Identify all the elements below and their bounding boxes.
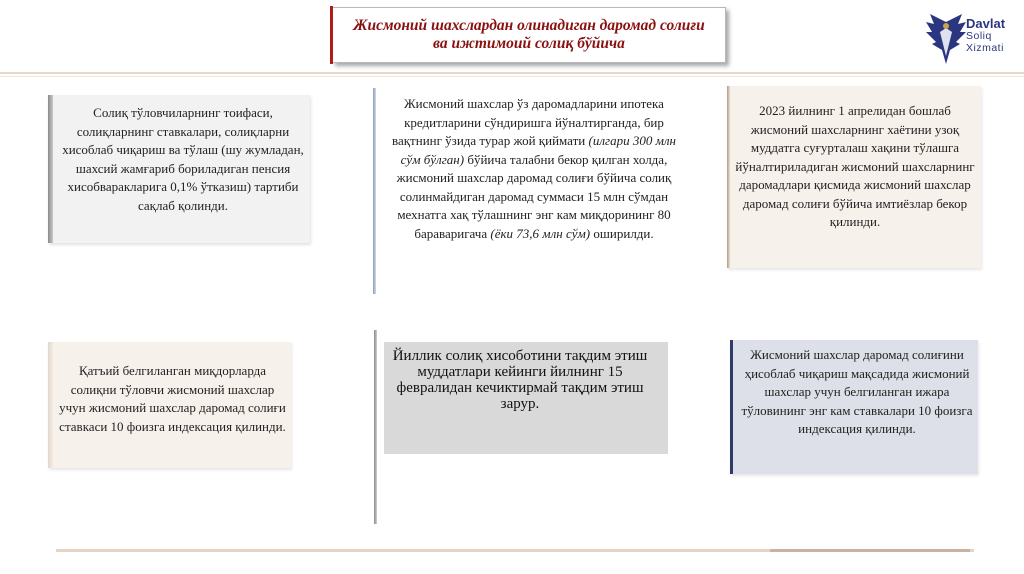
card-accent-bar bbox=[727, 86, 730, 268]
logo-line-2: Soliq bbox=[966, 30, 992, 42]
info-card-insurance bbox=[727, 86, 981, 268]
card-text: Қатъий белгиланган миқдорларда солиқни тўловчи жисмоний шахслар учун жисмоний шахслар даромад солиғи ставкаси 10 фоизга индексация қилинди. bbox=[59, 363, 286, 434]
card-accent-bar bbox=[374, 330, 377, 524]
card-text: Жисмоний шахслар ўз даромадларини ипотека кредитларини сўндиришга йўналтирганда, бир вақтнинг ўзида турар жой қиймати (илгари 300 млн сўм бўлган) бўйича талабни бекор қилган холда, жисмоний шахслар даромад солиғи бўйича солиқ солинмайдиган даромад суммаси 15 млн сўмдан мехнатга хақ тўлашнинг энг кам миқдорининг 80 бараваригача (ёки 73,6 млн сўм) оширилди. bbox=[392, 96, 676, 241]
eagle-icon bbox=[924, 8, 968, 70]
logo-line-1: Davlat bbox=[966, 16, 1006, 31]
info-card-tax-categories bbox=[48, 95, 310, 243]
card-text: Жисмоний шахслар даромад солиғини ҳисоблаб чиқариш мақсадида жисмоний шахслар учун белгиланган ижара тўловининг энг кам ставкалари 10 фоизга индексация қилинди. bbox=[741, 347, 973, 436]
info-card-mortgage bbox=[373, 88, 681, 294]
logo-line-3: Xizmati bbox=[966, 42, 1004, 54]
info-card-annual-report bbox=[374, 330, 668, 524]
card-text: Йиллик солиқ хисоботини тақдим этиш муддатлари кейинги йилнинг 15 февралидан кечиктирмай тақдим этиш зарур. bbox=[392, 348, 648, 412]
header-divider bbox=[0, 72, 1024, 74]
logo-text bbox=[966, 18, 1005, 54]
card-accent-bar bbox=[48, 342, 53, 468]
card-accent-bar bbox=[48, 95, 53, 243]
header-divider-thin bbox=[0, 76, 1024, 77]
card-accent-bar bbox=[730, 340, 733, 474]
footer-divider-accent bbox=[770, 549, 970, 552]
title-box bbox=[332, 7, 726, 63]
info-card-fixed-rate bbox=[48, 342, 291, 468]
card-box bbox=[384, 342, 668, 454]
card-text: Солиқ тўловчиларнинг тоифаси, солиқларнинг ставкалари, солиқларни хисоблаб чиқариш ва тўлаш (шу жумладан, шахсий жамғариб бориладиган пенсия хисобваракларига 0,1% ўтказиш) тартиби сақлаб қолинди. bbox=[62, 105, 304, 213]
title-accent-bar bbox=[330, 6, 333, 64]
card-accent-bar bbox=[373, 88, 376, 294]
info-card-rent bbox=[730, 340, 978, 474]
page-title: Жисмоний шахслардан олинадиган даромад солиғи ва ижтимоий солиқ бўйича bbox=[353, 17, 705, 52]
card-text: 2023 йилнинг 1 апрелидан бошлаб жисмоний шахсларнинг хаётини узоқ муддатга суғурталаш хақини тўлашга йўналтириладиган жисмоний шахсларнинг даромадлари қисмида жисмоний шахслар даромад солиғи бўйича имтиёзлар бекор қилинди. bbox=[735, 103, 975, 229]
